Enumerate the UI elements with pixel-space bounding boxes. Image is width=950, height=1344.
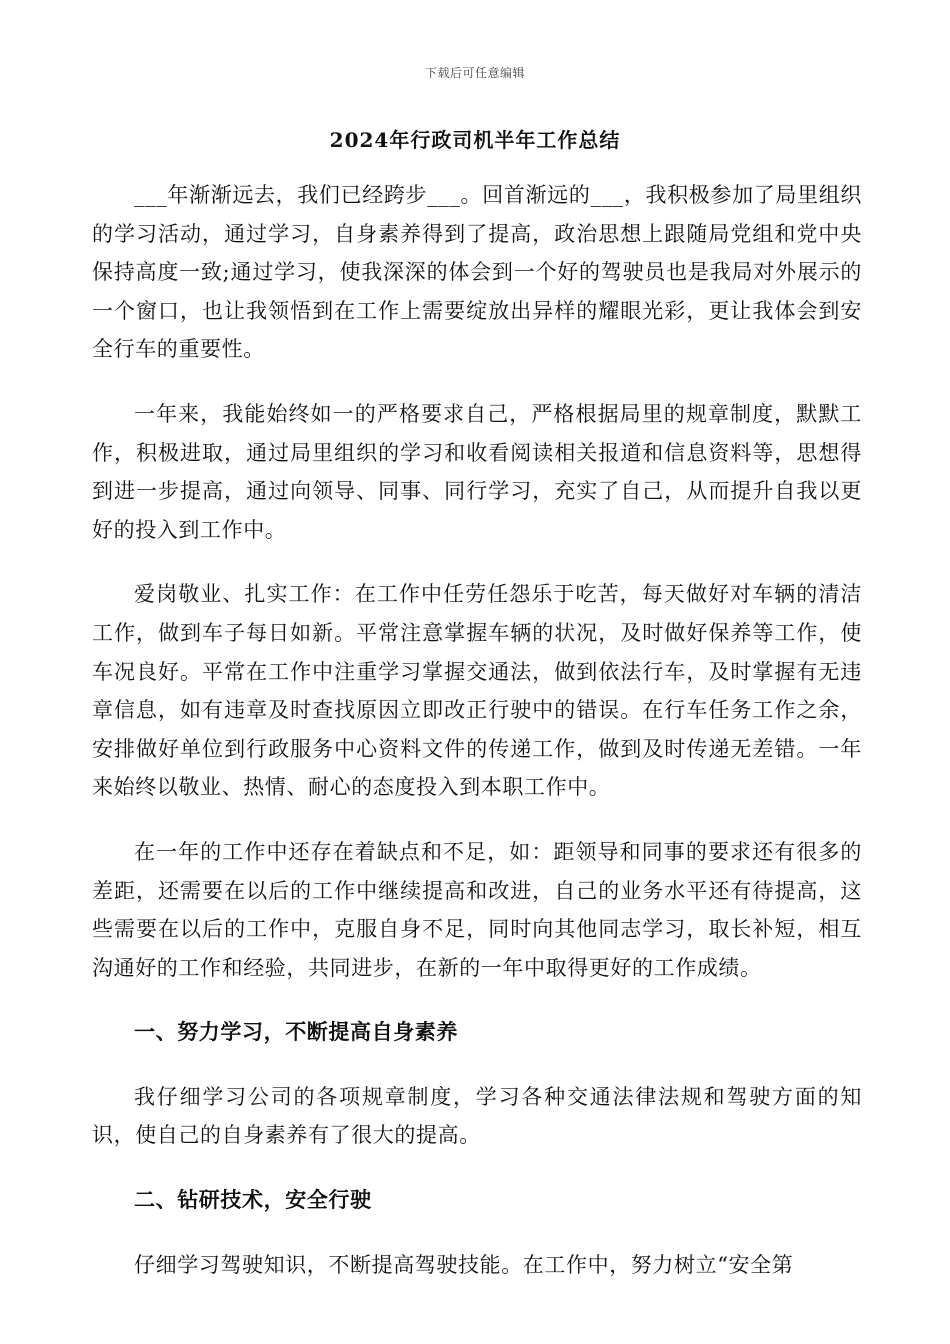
paragraph-intro: ___年渐渐远去，我们已经跨步___。回首渐远的___，我积极参加了局里组织的学习活动，通过学习，自身素养得到了提高，政治思想上跟随局党组和党中央保持高度一致;通过学习，使我深深的体会到一个好的驾驶员也是我局对外展示的一个窗口，也让我领悟到在工作上需要绽放出异样的耀眼光彩，更让我体会到安全行车的重要性。	[92, 183, 862, 362]
paragraph-safety: 仔细学习驾驶知识，不断提高驾驶技能。在工作中，努力树立“安全第	[134, 1252, 794, 1277]
document-title: 2024年行政司机半年工作总结	[329, 128, 621, 152]
document-body	[92, 176, 862, 1310]
paragraph-shortcomings: 在一年的工作中还存在着缺点和不足，如：距领导和同事的要求还有很多的差距，还需要在以后的工作中继续提高和改进，自己的业务水平还有待提高，这些需要在以后的工作中，克服自身不足，同时向其他同志学习，取长补短，相互沟通好的工作和经验，共同进步，在新的一年中取得更好的工作成绩。	[92, 839, 862, 980]
section-heading-safety: 二、钻研技术，安全行驶	[134, 1187, 372, 1213]
header-note: 下载后可任意编辑	[424, 66, 525, 80]
paragraph-study: 我仔细学习公司的各项规章制度，学习各种交通法律法规和驾驶方面的知识，使自己的自身素养有了很大的提高。	[92, 1084, 862, 1148]
paragraph-dedication: 爱岗敬业、扎实工作：在工作中任劳任怨乐于吃苦，每天做好对车辆的清洁工作，做到车子每日如新。平常注意掌握车辆的状况，及时做好保养等工作，使车况良好。平常在工作中注重学习掌握交通法，做到依法行车，及时掌握有无违章信息，如有违章及时查找原因立即改正行驶中的错误。在行车任务工作之余，安排做好单位到行政服务中心资料文件的传递工作，做到及时传递无差错。一年来始终以敬业、热情、耐心的态度投入到本职工作中。	[92, 582, 862, 800]
section-heading-study: 一、努力学习，不断提高自身素养	[134, 1019, 458, 1045]
paragraph-self-discipline: 一年来，我能始终如一的严格要求自己，严格根据局里的规章制度，默默工作，积极进取，通过局里组织的学习和收看阅读相关报道和信息资料等，思想得到进一步提高，通过向领导、同事、同行学习，充实了自己，从而提升自我以更好的投入到工作中。	[92, 401, 862, 542]
